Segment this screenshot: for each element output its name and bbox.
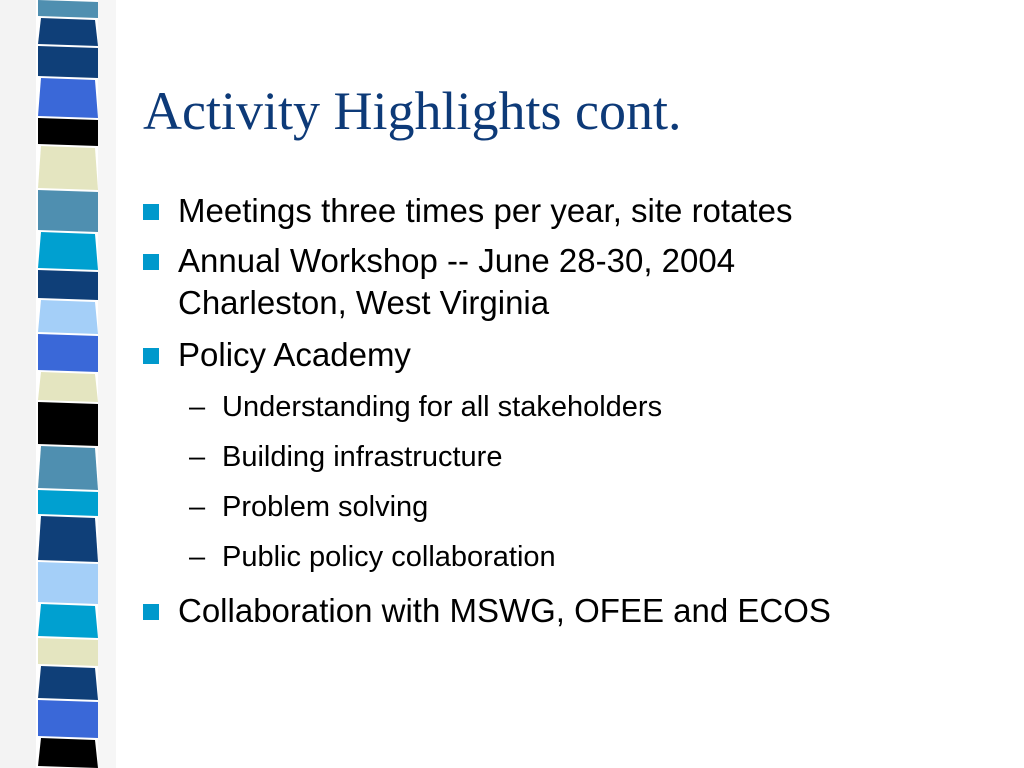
bullet-list [143, 190, 1003, 632]
strip-band [38, 446, 98, 490]
dash-bullet-icon: – [189, 541, 206, 573]
bullet-text: Collaboration with MSWG, OFEE and ECOS [178, 592, 831, 629]
strip-shadow [98, 0, 116, 768]
bullet-text: Annual Workshop -- June 28-30, 2004 [178, 242, 736, 279]
bullet-item [143, 590, 1003, 632]
dash-bullet-icon: – [189, 441, 206, 473]
dash-bullet-icon: – [189, 491, 206, 523]
strip-band [38, 372, 98, 402]
square-bullet-icon [143, 604, 159, 620]
strip-band [38, 604, 98, 638]
strip-band [38, 402, 98, 446]
sub-bullet-text: Building infrastructure [222, 441, 503, 473]
strip-band [38, 118, 98, 146]
decorative-strip-graphic [0, 0, 120, 768]
strip-band [38, 490, 98, 516]
bullet-item [143, 334, 1003, 376]
strip-band [38, 638, 98, 666]
strip-band [38, 562, 98, 604]
decorative-strip [0, 0, 120, 768]
sub-bullet-item [143, 482, 1003, 532]
strip-band [38, 0, 98, 18]
strip-shadow [0, 0, 36, 768]
sub-bullet-item [143, 432, 1003, 482]
sub-bullet-item [143, 382, 1003, 432]
strip-band [38, 516, 98, 562]
strip-band [38, 18, 98, 46]
strip-band [38, 334, 98, 372]
square-bullet-icon [143, 348, 159, 364]
bullet-item [143, 240, 1003, 324]
bullet-text: Meetings three times per year, site rotates [178, 192, 793, 229]
strip-band [38, 270, 98, 300]
square-bullet-icon [143, 254, 159, 270]
strip-band [38, 700, 98, 738]
slide-title: Activity Highlights cont. [143, 81, 682, 141]
strip-band [38, 146, 98, 190]
strip-band [38, 78, 98, 118]
bullet-text: Policy Academy [178, 336, 411, 373]
strip-band [38, 300, 98, 334]
sub-bullet-text: Public policy collaboration [222, 541, 556, 573]
sub-bullet-text: Understanding for all stakeholders [222, 391, 663, 423]
bullet-text: Charleston, West Virginia [178, 284, 550, 321]
strip-band [38, 232, 98, 270]
strip-band [38, 46, 98, 78]
sub-bullet-text: Problem solving [222, 491, 429, 523]
strip-band [38, 666, 98, 700]
dash-bullet-icon: – [189, 391, 206, 423]
square-bullet-icon [143, 204, 159, 220]
sub-bullet-item [143, 532, 1003, 582]
bullet-item [143, 190, 1003, 232]
strip-band [38, 190, 98, 232]
strip-band [38, 738, 98, 768]
